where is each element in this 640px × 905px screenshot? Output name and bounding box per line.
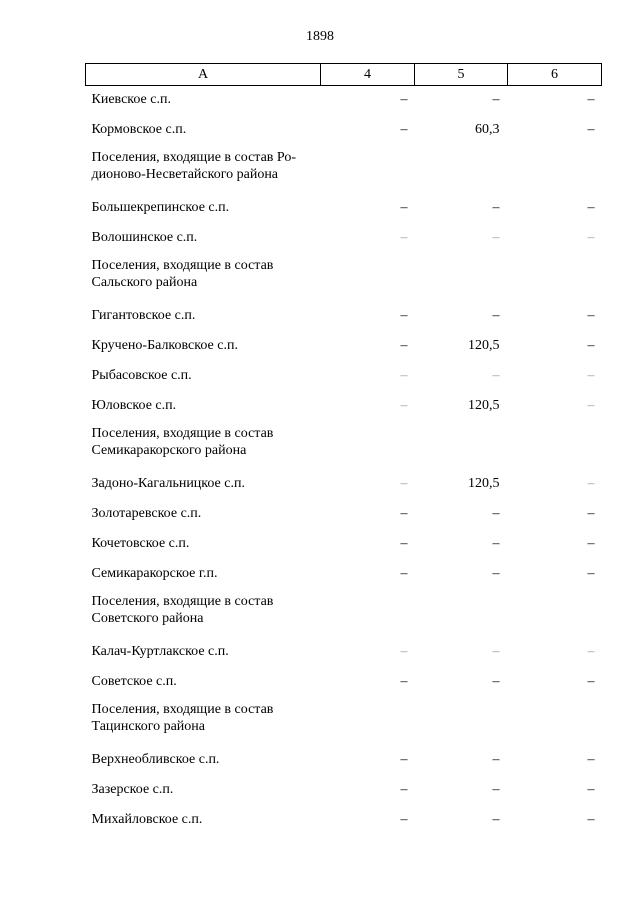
cell-c4: – bbox=[400, 307, 408, 323]
district-group-heading: Поселения, входящие в состав Семикаракорского района bbox=[91, 425, 274, 458]
cell-c6: – bbox=[587, 811, 595, 827]
cell-c4: – bbox=[400, 751, 408, 767]
cell-c4: – bbox=[400, 673, 408, 689]
settlement-name: Большекрепинское с.п. bbox=[91, 199, 230, 215]
cell-c4: – bbox=[400, 643, 408, 659]
settlement-name: Верхнеобливское с.п. bbox=[91, 751, 220, 767]
cell-c5 bbox=[415, 420, 508, 468]
table-row bbox=[86, 390, 602, 420]
table-row bbox=[86, 360, 602, 390]
cell-c5: – bbox=[492, 229, 500, 245]
cell-c5 bbox=[415, 252, 508, 300]
cell-c4: – bbox=[400, 92, 408, 107]
settlement-name: Калач-Куртлакское с.п. bbox=[91, 643, 229, 659]
table-row bbox=[86, 588, 602, 636]
cell-c5: – bbox=[492, 751, 500, 767]
table-header-row bbox=[86, 64, 602, 86]
cell-c6: – bbox=[587, 92, 595, 107]
table-row bbox=[86, 774, 602, 804]
settlement-name: Задоно-Кагальницкое с.п. bbox=[91, 475, 245, 491]
table-row bbox=[86, 666, 602, 696]
cell-c6 bbox=[508, 588, 602, 636]
table-row bbox=[86, 468, 602, 498]
cell-c6: – bbox=[587, 121, 595, 137]
cell-c5: – bbox=[492, 565, 500, 581]
cell-c4 bbox=[321, 696, 415, 744]
cell-c6: – bbox=[587, 673, 595, 689]
settlement-name: Семикаракорское г.п. bbox=[91, 565, 218, 581]
cell-c4 bbox=[321, 144, 415, 192]
page-number: 1898 bbox=[306, 29, 334, 44]
cell-c5: – bbox=[492, 643, 500, 659]
cell-c6: – bbox=[587, 337, 595, 353]
cell-c6: – bbox=[587, 307, 595, 323]
table-row bbox=[86, 636, 602, 666]
district-group-heading: Поселения, входящие в состав Тацинского района bbox=[91, 701, 274, 734]
cell-c6: – bbox=[587, 505, 595, 521]
data-table bbox=[85, 63, 602, 834]
district-group-heading: Поселения, входящие в состав Ро- дионово-Несветайского района bbox=[91, 149, 297, 182]
cell-c4: – bbox=[400, 337, 408, 353]
cell-c6: – bbox=[587, 643, 595, 659]
cell-c5: 60,3 bbox=[475, 121, 500, 137]
cell-c4: – bbox=[400, 811, 408, 827]
settlement-name: Киевское с.п. bbox=[91, 92, 171, 107]
settlement-name: Кручено-Балковское с.п. bbox=[91, 337, 238, 353]
cell-c6: – bbox=[587, 565, 595, 581]
cell-c6: – bbox=[587, 229, 595, 245]
table-row bbox=[86, 222, 602, 252]
table-body bbox=[86, 86, 602, 834]
cell-c6: – bbox=[587, 199, 595, 215]
settlement-name: Михайловское с.п. bbox=[91, 811, 203, 827]
table-row bbox=[86, 804, 602, 834]
settlement-name: Гигантовское с.п. bbox=[91, 307, 196, 323]
table-row bbox=[86, 498, 602, 528]
table-row bbox=[86, 558, 602, 588]
cell-c5: – bbox=[492, 535, 500, 551]
cell-c6: – bbox=[587, 535, 595, 551]
cell-c4: – bbox=[400, 781, 408, 797]
settlement-name: Рыбасовское с.п. bbox=[91, 367, 192, 383]
settlement-name: Кочетовское с.п. bbox=[91, 535, 190, 551]
cell-c5: 120,5 bbox=[468, 337, 500, 353]
cell-c4: – bbox=[400, 397, 408, 413]
cell-c4: – bbox=[400, 367, 408, 383]
cell-c4: – bbox=[400, 121, 408, 137]
cell-c5: – bbox=[492, 781, 500, 797]
table-row bbox=[86, 528, 602, 558]
cell-c6: – bbox=[587, 367, 595, 383]
cell-c5: – bbox=[492, 367, 500, 383]
table-row bbox=[86, 744, 602, 774]
table-row bbox=[86, 86, 602, 114]
cell-c5 bbox=[415, 696, 508, 744]
district-group-heading: Поселения, входящие в состав Советского района bbox=[91, 593, 274, 626]
cell-c4: – bbox=[400, 475, 408, 491]
cell-c6 bbox=[508, 144, 602, 192]
header-col-4: 4 bbox=[321, 64, 415, 86]
cell-c4: – bbox=[400, 505, 408, 521]
cell-c4 bbox=[321, 588, 415, 636]
table-row bbox=[86, 300, 602, 330]
district-group-heading: Поселения, входящие в состав Сальского района bbox=[91, 257, 274, 290]
table-row bbox=[86, 114, 602, 144]
cell-c4: – bbox=[400, 229, 408, 245]
cell-c6 bbox=[508, 696, 602, 744]
cell-c5 bbox=[415, 144, 508, 192]
header-col-a: А bbox=[86, 64, 321, 86]
cell-c6: – bbox=[587, 397, 595, 413]
header-col-6: 6 bbox=[508, 64, 602, 86]
cell-c5: – bbox=[492, 811, 500, 827]
table-row bbox=[86, 420, 602, 468]
cell-c5 bbox=[415, 588, 508, 636]
settlement-name: Волошинское с.п. bbox=[91, 229, 198, 245]
settlement-name: Зазерское с.п. bbox=[91, 781, 174, 797]
cell-c5: 120,5 bbox=[468, 475, 500, 491]
table-row bbox=[86, 252, 602, 300]
settlement-name: Золотаревское с.п. bbox=[91, 505, 202, 521]
cell-c6: – bbox=[587, 475, 595, 491]
settlement-name: Юловское с.п. bbox=[91, 397, 177, 413]
settlement-name: Советское с.п. bbox=[91, 673, 177, 689]
cell-c5: – bbox=[492, 92, 500, 107]
header-col-5: 5 bbox=[415, 64, 508, 86]
table-row bbox=[86, 696, 602, 744]
table-row bbox=[86, 330, 602, 360]
cell-c4 bbox=[321, 252, 415, 300]
cell-c6 bbox=[508, 420, 602, 468]
cell-c5: 120,5 bbox=[468, 397, 500, 413]
cell-c4: – bbox=[400, 565, 408, 581]
settlement-name: Кормовское с.п. bbox=[91, 121, 187, 137]
table-row bbox=[86, 192, 602, 222]
cell-c4: – bbox=[400, 535, 408, 551]
table-row bbox=[86, 144, 602, 192]
cell-c4: – bbox=[400, 199, 408, 215]
cell-c5: – bbox=[492, 505, 500, 521]
cell-c6: – bbox=[587, 751, 595, 767]
cell-c5: – bbox=[492, 307, 500, 323]
cell-c5: – bbox=[492, 199, 500, 215]
cell-c5: – bbox=[492, 673, 500, 689]
cell-c4 bbox=[321, 420, 415, 468]
cell-c6 bbox=[508, 252, 602, 300]
cell-c6: – bbox=[587, 781, 595, 797]
